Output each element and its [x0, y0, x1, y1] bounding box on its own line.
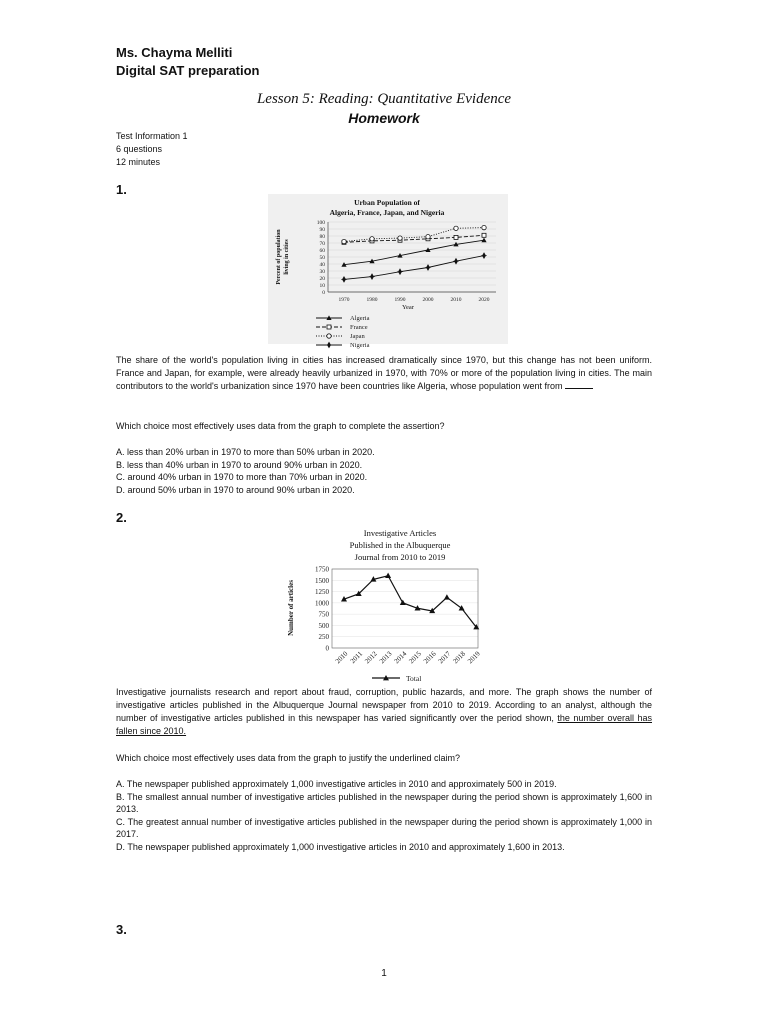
- x-tick-label: 2011: [348, 649, 365, 666]
- y-tick-label: 1750: [315, 565, 329, 574]
- chart-title-line2: Published in the Albuquerque: [349, 540, 451, 550]
- page-number: 1: [381, 968, 387, 979]
- test-info-time: 12 minutes: [116, 157, 161, 167]
- x-tick-label: 2000: [422, 297, 434, 303]
- chart-title-line3: Journal from 2010 to 2019: [354, 552, 446, 562]
- x-tick-label: 1970: [338, 297, 350, 303]
- lesson-title: Lesson 5: Reading: Quantitative Evidence: [256, 91, 512, 107]
- author-name: Ms. Chayma Melliti: [116, 45, 233, 60]
- y-tick-label: 40: [319, 262, 325, 268]
- question-1-passage-text: The share of the world's population living in cities has increased dramatically since 1970, but this change has not been uniform. France and Japan, for example, were already heavily urbanized in 1970, with 70% or more of the population living in cities. The main contributors to the world's urbanization since 1970 have been countries like Algeria, whose population went from: [116, 355, 652, 391]
- data-point-france: [482, 233, 486, 237]
- y-tick-label: 1500: [315, 576, 329, 585]
- x-tick-label: 2013: [377, 649, 394, 666]
- y-tick-label: 20: [319, 276, 325, 282]
- question-1-number: 1.: [116, 182, 127, 197]
- x-tick-label: 2019: [466, 649, 482, 666]
- data-point-japan: [342, 239, 346, 243]
- test-info-title: Test Information 1: [116, 131, 188, 141]
- y-tick-label: 80: [319, 234, 325, 240]
- legend-label: Nigeria: [350, 342, 370, 350]
- data-point-france: [454, 235, 458, 239]
- urban-population-chart: [268, 194, 508, 350]
- y-tick-label: 10: [319, 283, 325, 289]
- y-tick-label: 0: [322, 290, 325, 296]
- y-tick-label: 90: [319, 227, 325, 233]
- question-1-options: [116, 446, 652, 496]
- y-tick-label: 30: [319, 269, 325, 275]
- underlined-claim: the number overall has fallen since 2010.: [116, 713, 652, 736]
- y-tick-label: 100: [316, 220, 325, 226]
- x-tick-label: 1980: [366, 297, 378, 303]
- y-axis-label-line2: living in cities: [284, 239, 290, 275]
- test-info-questions: 6 questions: [116, 144, 163, 154]
- data-point-total: [444, 594, 450, 599]
- question-2-options: [116, 778, 652, 853]
- series-line-total: [344, 576, 476, 627]
- y-tick-label: 50: [319, 255, 325, 261]
- chart-title: Urban Population of: [354, 198, 420, 207]
- homework-subtitle: Homework: [348, 110, 420, 126]
- y-tick-label: 1250: [315, 588, 329, 597]
- y-axis-label: Percent of population: [276, 229, 282, 285]
- legend-label: Algeria: [350, 315, 370, 323]
- y-tick-label: 0: [325, 644, 329, 653]
- chart-title-line2: Algeria, France, Japan, and Nigeria: [329, 208, 445, 217]
- y-tick-label: 750: [318, 610, 329, 619]
- course-name: Digital SAT preparation: [116, 63, 260, 78]
- question-2-passage-text: Investigative journalists research and report about fraud, corruption, public hazards, and more. The graph shows the number of investigative articles published in the Albuquerque Journal newspaper from 2010 to 2019. According to an analyst, although the number of investigative articles published in this newspaper has varied significantly over the period shown,: [116, 687, 652, 723]
- option-a[interactable]: A. The newspaper published approximately 1,000 investigative articles in 2010 and approximately 500 in 2019.: [116, 779, 557, 789]
- investigative-articles-chart: [282, 524, 492, 686]
- data-point-japan: [398, 236, 402, 240]
- data-point-total: [459, 605, 465, 610]
- data-point-japan: [370, 237, 374, 241]
- question-3-number: 3.: [116, 922, 127, 937]
- option-c[interactable]: C. The greatest annual number of investigative articles published in the newspaper during the period shown is approximately 1,000 in 2017.: [116, 816, 652, 839]
- y-tick-label: 60: [319, 248, 325, 254]
- x-tick-label: 2020: [478, 297, 490, 303]
- y-tick-label: 500: [318, 621, 329, 630]
- x-tick-label: 2017: [436, 649, 453, 666]
- chart-title: Investigative Articles: [363, 528, 437, 538]
- y-tick-label: 1000: [315, 599, 329, 608]
- option-d[interactable]: D. The newspaper published approximately 1,000 investigative articles in 2010 and approximately 1,600 in 2013.: [116, 841, 565, 852]
- x-axis-label: Year: [402, 304, 414, 311]
- option-b[interactable]: B. The smallest annual number of investigative articles published in the newspaper during the period shown is approximately 1,600 in 2013.: [116, 791, 652, 814]
- plot-frame: [332, 569, 478, 648]
- option-a[interactable]: A. less than 20% urban in 1970 to more than 50% urban in 2020.: [116, 447, 375, 457]
- answer-blank: [565, 380, 593, 389]
- y-tick-label: 250: [318, 633, 329, 642]
- y-axis-label: Number of articles: [287, 580, 295, 636]
- legend-marker: [327, 325, 331, 329]
- x-tick-label: 2015: [407, 649, 423, 666]
- test-info: [116, 130, 188, 169]
- option-d[interactable]: D. around 50% urban in 1970 to around 90% urban in 2020.: [116, 484, 355, 495]
- data-point-japan: [482, 225, 486, 229]
- x-tick-label: 1990: [394, 297, 406, 303]
- data-point-japan: [454, 226, 458, 230]
- x-tick-label: 2014: [392, 649, 409, 666]
- legend-label: France: [350, 324, 368, 332]
- legend-marker: [327, 334, 331, 338]
- data-point-japan: [426, 235, 430, 239]
- question-1-prompt: Which choice most effectively uses data from the graph to complete the assertion?: [116, 421, 445, 431]
- data-point-total: [400, 600, 406, 605]
- option-c[interactable]: C. around 40% urban in 1970 to more than 70% urban in 2020.: [116, 472, 368, 482]
- question-1-passage: [116, 354, 652, 393]
- author-block: [116, 44, 260, 80]
- question-2-passage: [116, 686, 652, 738]
- question-2-prompt: Which choice most effectively uses data from the graph to justify the underlined claim?: [116, 753, 461, 763]
- x-tick-label: 2018: [451, 649, 468, 666]
- x-tick-label: 2010: [450, 297, 462, 303]
- option-b[interactable]: B. less than 40% urban in 1970 to around 90% urban in 2020.: [116, 459, 363, 470]
- x-tick-label: 2010: [333, 649, 350, 666]
- data-point-total: [385, 573, 391, 578]
- legend-label: Total: [406, 674, 422, 683]
- y-tick-label: 70: [319, 241, 325, 247]
- x-tick-label: 2016: [422, 649, 438, 666]
- x-tick-label: 2012: [363, 649, 379, 666]
- legend-label: Japan: [350, 333, 365, 341]
- question-2-number: 2.: [116, 510, 127, 525]
